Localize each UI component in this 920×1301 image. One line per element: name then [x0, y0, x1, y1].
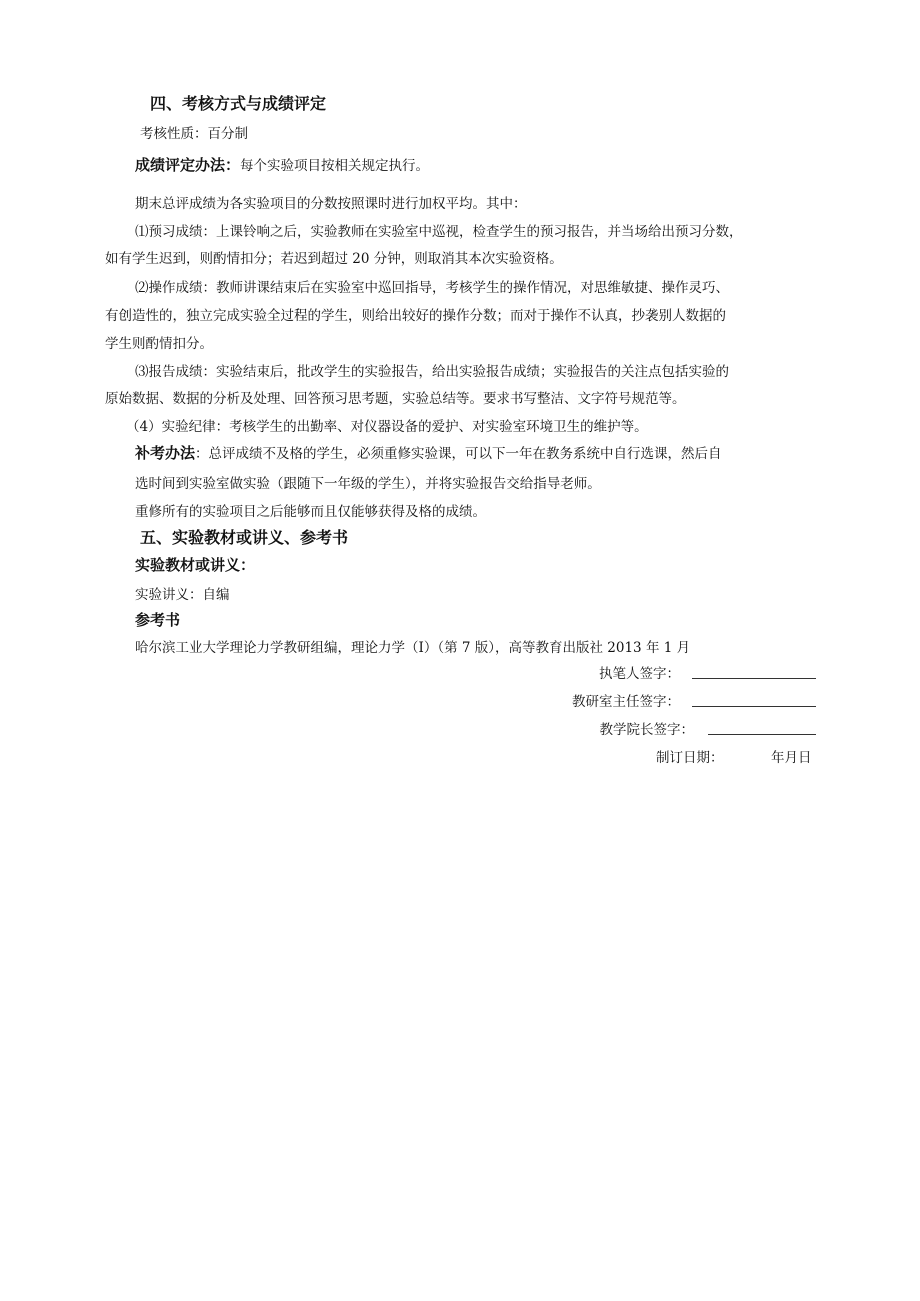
date-label: 制订日期：: [656, 750, 724, 766]
section-4-heading: 四、考核方式与成绩评定: [150, 94, 327, 113]
author-signature-label: 执笔人签字：: [599, 666, 680, 682]
retake-note: 重修所有的实验项目之后能够而且仅能够获得及格的成绩。: [135, 504, 486, 520]
grading-method: [135, 154, 429, 175]
materials-text: 实验讲义：自编: [135, 587, 230, 603]
makeup-exam-text-1: ：总评成绩不及格的学生，必须重修实验课，可以下一年在教务系统中自行选课，然后自: [195, 446, 722, 462]
materials-label: 实验教材或讲义：: [135, 556, 256, 574]
makeup-exam: [135, 442, 722, 463]
preview-grade-line-1: ⑴预习成绩：上课铃响之后，实验教师在实验室中巡视，检查学生的预习报告，并当场给出预习分数，: [135, 224, 743, 240]
assessment-nature: 考核性质：百分制: [140, 126, 248, 142]
dean-signature-label: 教学院长签字：: [599, 722, 694, 738]
dean-signature-line: [708, 734, 816, 735]
grading-method-label: 成绩评定办法：: [135, 156, 241, 174]
date-value: 年月日: [771, 750, 812, 766]
preview-grade-line-2: 如有学生迟到，则酌情扣分；若迟到超过 20 分钟，则取消其本次实验资格。: [105, 251, 563, 267]
director-signature-line: [692, 706, 816, 707]
director-signature-label: 教研室主任签字：: [572, 694, 680, 710]
author-signature-line: [692, 678, 816, 679]
operation-grade-line-2: 有创造性的，独立完成实验全过程的学生，则给出较好的操作分数；而对于操作不认真，抄袭别人数据的: [105, 308, 726, 324]
section-5-heading: 五、实验教材或讲义、参考书: [140, 528, 349, 547]
operation-grade-line-3: 学生则酌情扣分。: [105, 336, 213, 352]
discipline-grade: （4）实验纪律：考核学生的出勤率、对仪器设备的爱护、对实验室环境卫生的维护等。: [126, 419, 648, 435]
makeup-exam-text-2: 选时间到实验室做实验（跟随下一年级的学生），并将实验报告交给指导老师。: [135, 476, 601, 492]
grading-method-text: 每个实验项目按相关规定执行。: [240, 158, 430, 174]
makeup-exam-label: 补考办法: [135, 444, 196, 462]
references-label: 参考书: [135, 611, 181, 629]
report-grade-line-2: 原始数据、数据的分析及处理、回答预习思考题，实验总结等。要求书写整洁、文字符号规范等。: [105, 391, 686, 407]
report-grade-line-1: ⑶报告成绩：实验结束后，批改学生的实验报告，给出实验报告成绩；实验报告的关注点包括实验的: [135, 364, 729, 380]
references-text: 哈尔滨工业大学理论力学教研组编，理论力学（I）（第 7 版），高等教育出版社 2013 年 1 月: [135, 640, 691, 656]
final-grade-intro: 期末总评成绩为各实验项目的分数按照课时进行加权平均。其中：: [135, 196, 527, 212]
operation-grade-line-1: ⑵操作成绩：教师讲课结束后在实验室中巡回指导，考核学生的操作情况，对思维敏捷、操作灵巧、: [135, 280, 729, 296]
